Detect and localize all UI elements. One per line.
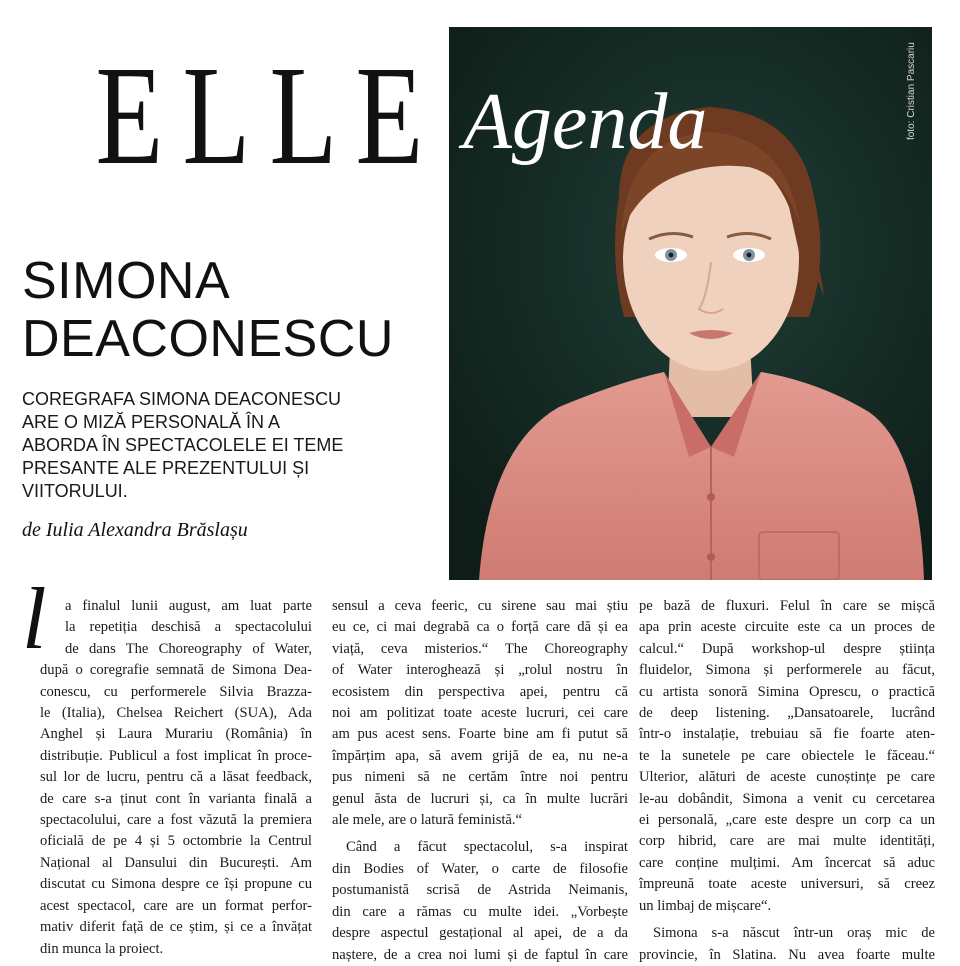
- text-line: un limbaj de mișcare“.: [639, 897, 772, 914]
- text-line: din munca la proiect.: [40, 940, 164, 957]
- article-column-2: [332, 596, 628, 966]
- logo-letter: L: [182, 36, 250, 194]
- headline: [22, 252, 442, 368]
- text-line: Simona s-a născut într-un oraș mic de: [653, 925, 935, 942]
- text-line: genul ăsta de lucruri și, ca în multe lucrări: [332, 790, 628, 807]
- text-line: ecosistem din perspectiva apei, pentru că: [332, 683, 628, 700]
- text-line: după o coregrafie semnată de Simona Dea-: [40, 662, 312, 679]
- logo-letter: E: [95, 36, 164, 194]
- text-line: ei personală, „care este despre un corp ca un: [639, 812, 935, 829]
- text-line: pe bază de fluxuri. Felul în care se mișcă: [639, 598, 935, 614]
- text-line: fluidelor, Simona și performerele au făcut,: [639, 662, 935, 679]
- byline: de Iulia Alexandra Brăslașu: [22, 519, 248, 541]
- text-line: eu ce, ci mai degrabă ca o forță care dă și ea: [332, 619, 628, 636]
- text-line: Când a făcut spectacolul, s-a inspirat: [346, 839, 628, 856]
- text-line: distribuție. Publicul a fost implicat în proce-: [40, 747, 312, 764]
- text-line: ale mele, are o latură feministă.“: [332, 812, 523, 829]
- headline-line: DEACONESCU: [22, 310, 394, 368]
- text-line: de care s-a ținut cont în varianta finală a: [40, 790, 312, 807]
- elle-logo: [86, 36, 426, 194]
- text-line: acest spectacol, care are un format perfor-: [40, 897, 312, 914]
- text-line: pus nimeni să ne certăm între noi pentru: [332, 769, 628, 786]
- text-line: despre aspectul gestațional al apei, de a da: [332, 925, 628, 942]
- text-line: noi am politizat toate aceste lucruri, cei care: [332, 705, 628, 722]
- text-line: viață, ceva misterios.“ The Choreography: [332, 640, 628, 657]
- text-line: Ulterior, alături de aceste cunoștințe pe care: [639, 769, 935, 786]
- text-line: postumanistă scrisă de Astrida Neimanis,: [332, 882, 628, 899]
- logo-letter: L: [269, 36, 337, 194]
- text-line: mativ diferit față de ce știm, și ce a învățat: [40, 919, 312, 936]
- text-line: de deep listening. „Dansatoarele, lucrând: [639, 705, 935, 722]
- text-line: Național al Dansului din București. Am: [40, 854, 312, 871]
- text-line: spectacolului, care a fost văzută la premiera: [40, 812, 312, 829]
- photo-credit: foto: Cristian Pascariu: [906, 42, 917, 140]
- text-line: care conține mulțimi. Am încercat să aduc: [639, 854, 935, 871]
- text-line: într-o instalație, trebuiau să fie foarte aten-: [639, 726, 935, 743]
- text-line: te la sunetele pe care obiectele le făceau.“: [639, 747, 935, 764]
- text-line: împărțim apa, să avem grijă de ea, nu ne-a: [332, 747, 628, 764]
- text-line: le (Italia), Chelsea Reichert (SUA), Ada: [40, 705, 312, 722]
- text-line: conescu, cu performerele Silvia Brazza-: [40, 683, 312, 700]
- article-column-1: [40, 596, 312, 960]
- text-line: a finalul lunii august, am luat parte: [65, 598, 312, 614]
- text-line: împreună toate aceste universuri, să creez: [639, 876, 935, 893]
- section-title: Agenda: [463, 78, 708, 166]
- text-line: discutat cu Simona despre ce își propune cu: [40, 876, 312, 893]
- text-line: of Water interoghează și „rolul nostru în: [332, 662, 628, 679]
- text-line: calcul.“ După workshop-ul despre știința: [639, 640, 935, 657]
- text-line: sensul a ceva feeric, cu sirene sau mai știu: [332, 598, 628, 614]
- text-line: am pus acest sens. Foarte bine am fi putut să: [332, 726, 628, 743]
- text-line: apa prin aceste circuite este ca un proces de: [639, 619, 935, 636]
- drop-cap: l: [22, 571, 47, 668]
- text-line: cu artista sonoră Simina Oprescu, o practică: [639, 683, 935, 700]
- text-line: din Bodies of Water, o carte de filosofie: [332, 860, 628, 877]
- text-line: de dans The Choreography of Water,: [65, 640, 312, 657]
- article-column-3: [639, 596, 935, 966]
- text-line: din care a rămas cu multe idei. „Vorbește: [332, 903, 628, 920]
- headline-line: SIMONA: [22, 252, 231, 310]
- text-line: le-au dobândit, Simona a venit cu cercetarea: [639, 790, 935, 807]
- standfirst: COREGRAFA SIMONA DEACONESCU ARE O MIZĂ PERSONALĂ ÎN A ABORDA ÎN SPECTACOLELE EI TEME PRESANTE ALE PREZENTULUI ȘI VIITORULUI.: [22, 389, 344, 501]
- text-line: corp hibrid, care are mai multe identități,: [639, 833, 935, 850]
- logo-letter: E: [355, 36, 424, 194]
- text-line: naștere, de a crea noi lumi și de faptul în care: [332, 946, 628, 963]
- text-line: oficială de pe 4 și 5 octombrie la Centrul: [40, 833, 312, 850]
- text-line: la repetiția deschisă a spectacolului: [65, 619, 312, 636]
- text-line: provincie, în Slatina. Nu avea foarte multe: [639, 946, 935, 963]
- text-line: sul lor de lucru, pentru că a lăsat feedback,: [40, 769, 312, 786]
- text-line: Anghel și Laura Murariu (România) în: [40, 726, 312, 743]
